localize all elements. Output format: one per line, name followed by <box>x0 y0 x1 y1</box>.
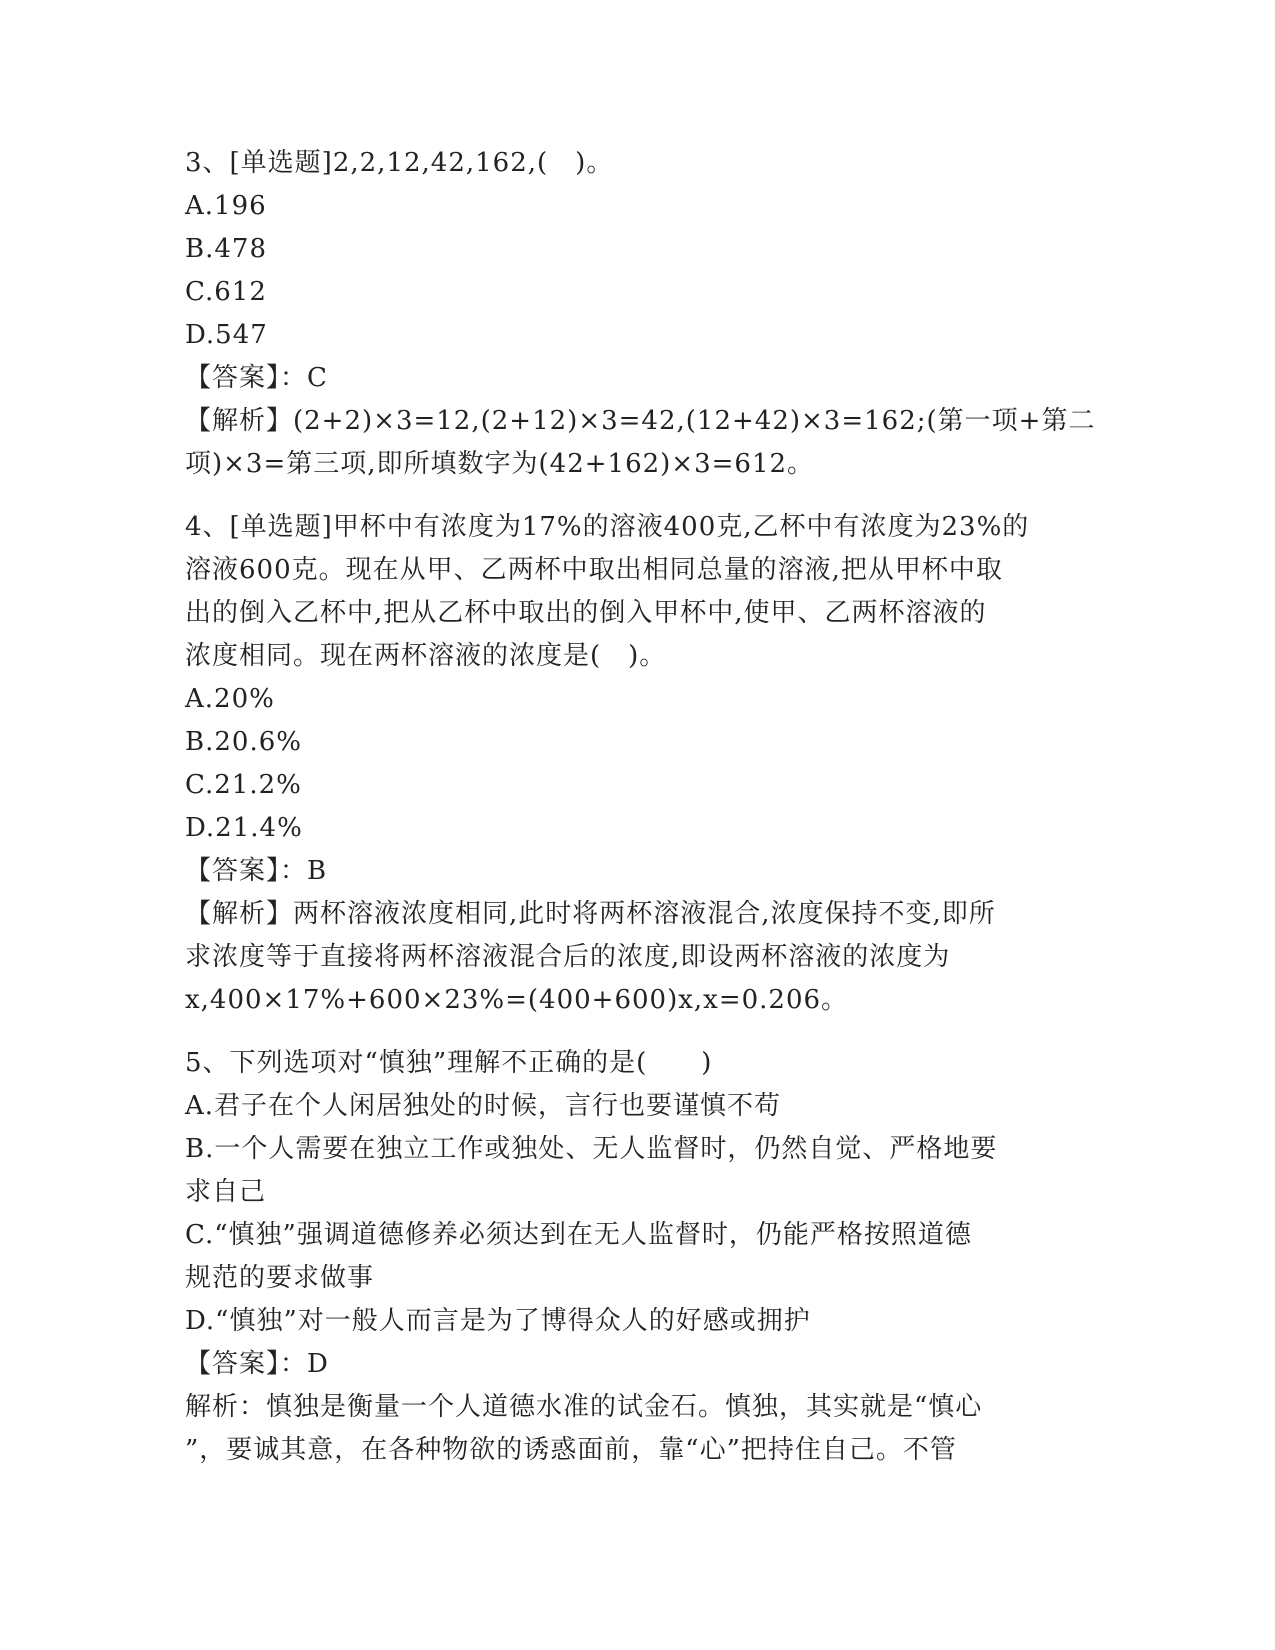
question-stem: 浓度相同。现在两杯溶液的浓度是( )。 <box>185 641 667 671</box>
option-c-continued: 规范的要求做事 <box>185 1263 375 1293</box>
answer: 【答案】：B <box>185 856 328 886</box>
option-a: A.20% <box>185 684 275 714</box>
question-gap <box>185 486 1085 506</box>
question-4 <box>185 506 1085 1022</box>
option-b-continued: 求自己 <box>185 1177 267 1207</box>
question-stem: 3、[单选题]2,2,12,42,162,( )。 <box>185 148 614 178</box>
answer: 【答案】：C <box>185 363 328 393</box>
explanation-line: x,400×17%+600×23%=(400+600)x,x=0.206。 <box>185 985 849 1015</box>
option-b: B.478 <box>185 234 267 264</box>
question-3 <box>185 142 1096 486</box>
explanation-line: ”，要诚其意，在各种物欲的诱惑面前，靠“心”把持住自己。不管 <box>185 1435 957 1465</box>
question-stem: 5、下列选项对“慎独”理解不正确的是( ) <box>185 1048 713 1078</box>
explanation-line: 项)×3=第三项,即所填数字为(42+162)×3=612。 <box>185 449 815 479</box>
explanation-line: 【解析】两杯溶液浓度相同,此时将两杯溶液混合,浓度保持不变,即所 <box>185 899 996 929</box>
question-stem: 4、[单选题]甲杯中有浓度为17%的溶液400克,乙杯中有浓度为23%的 <box>185 512 1030 542</box>
explanation-line: 【解析】(2+2)×3=12,(2+12)×3=42,(12+42)×3=162;(第一项+第二 <box>185 406 1096 436</box>
option-b: B.20.6% <box>185 727 302 757</box>
document-page <box>185 142 1096 1472</box>
option-a: A.君子在个人闲居独处的时候，言行也要谨慎不苟 <box>185 1091 782 1121</box>
option-b: B.一个人需要在独立工作或独处、无人监督时，仍然自觉、严格地要 <box>185 1134 998 1164</box>
option-c: C.“慎独”强调道德修养必须达到在无人监督时，仍能严格按照道德 <box>185 1220 972 1250</box>
explanation-line: 求浓度等于直接将两杯溶液混合后的浓度,即设两杯溶液的浓度为 <box>185 942 951 972</box>
option-c: C.21.2% <box>185 770 302 800</box>
option-a: A.196 <box>185 191 267 221</box>
option-d: D.21.4% <box>185 813 303 843</box>
question-5 <box>185 1042 1085 1472</box>
question-gap <box>185 1022 1085 1042</box>
option-c: C.612 <box>185 277 267 307</box>
question-stem: 溶液600克。现在从甲、乙两杯中取出相同总量的溶液,把从甲杯中取 <box>185 555 1003 585</box>
question-stem: 出的倒入乙杯中,把从乙杯中取出的倒入甲杯中,使甲、乙两杯溶液的 <box>185 598 987 628</box>
explanation-line: 解析：慎独是衡量一个人道德水准的试金石。慎独，其实就是“慎心 <box>185 1392 983 1422</box>
answer: 【答案】：D <box>185 1349 329 1379</box>
option-d: D.“慎独”对一般人而言是为了博得众人的好感或拥护 <box>185 1306 811 1336</box>
option-d: D.547 <box>185 320 268 350</box>
